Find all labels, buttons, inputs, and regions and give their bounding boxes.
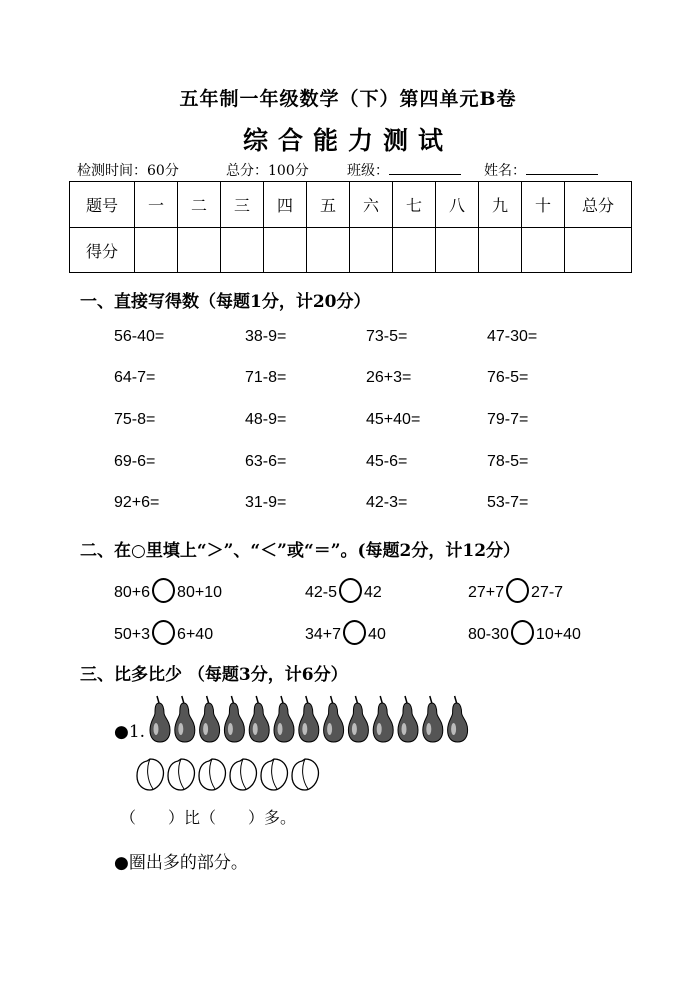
arithmetic-item: 71-8= <box>245 369 287 386</box>
compare-right: 40 <box>368 626 386 643</box>
arithmetic-item: 31-9= <box>245 494 287 511</box>
compare-left: 50+3 <box>114 626 151 643</box>
score-cell[interactable] <box>436 228 479 273</box>
compare-item <box>305 620 386 645</box>
compare-item <box>468 578 563 603</box>
arithmetic-item: 42-3= <box>366 494 408 511</box>
arithmetic-item: 79-7= <box>487 411 529 428</box>
compare-sentence: （ ）比（ ）多。 <box>120 808 297 827</box>
compare-left: 34+7 <box>305 626 342 643</box>
compare-right: 42 <box>364 584 382 601</box>
pear-icon <box>150 696 170 742</box>
compare-left: 27+7 <box>468 584 505 601</box>
pear-icon <box>373 696 393 742</box>
pear-icon <box>224 696 244 742</box>
score-table-col: 一 <box>135 182 178 228</box>
pear-icon <box>398 696 418 742</box>
arithmetic-item: 63-6= <box>245 453 287 470</box>
page-subtitle: 综合能力测试 <box>242 126 453 155</box>
pear-row <box>148 695 478 745</box>
pear-icon <box>175 696 195 742</box>
score-table-col: 四 <box>264 182 307 228</box>
score-table-row-label: 题号 <box>70 182 135 228</box>
exam-time: 检测时间：60分 <box>77 163 179 179</box>
section3-title: 三、比多比少 （每题3分，计6分） <box>80 665 348 685</box>
score-table-col: 三 <box>221 182 264 228</box>
compare-left: 80-30 <box>468 626 509 643</box>
score-table-row-label: 得分 <box>70 228 135 273</box>
bullet-icon: ● <box>114 722 129 742</box>
peach-icon <box>199 759 225 790</box>
pear-icon <box>348 696 368 742</box>
score-table-col-total: 总分 <box>565 182 632 228</box>
question-1 <box>114 722 145 742</box>
class-blank[interactable] <box>389 160 461 175</box>
question-2 <box>114 848 248 873</box>
page-title: 五年制一年级数学（下）第四单元B卷 <box>179 88 517 110</box>
answer-circle[interactable] <box>343 620 366 645</box>
score-cell[interactable] <box>522 228 565 273</box>
pear-icon <box>299 696 319 742</box>
compare-left: 80+6 <box>114 584 151 601</box>
question-2-instruction: 圈出多的部分。 <box>128 853 248 873</box>
pear-icon <box>249 696 269 742</box>
answer-circle[interactable] <box>152 620 175 645</box>
peach-icon <box>168 759 194 790</box>
name-blank[interactable] <box>526 160 598 175</box>
arithmetic-item: 78-5= <box>487 453 529 470</box>
class-label: 班级： <box>347 163 389 179</box>
bullet-icon: ● <box>114 853 129 873</box>
score-cell[interactable] <box>221 228 264 273</box>
score-table-col: 九 <box>479 182 522 228</box>
score-cell-total[interactable] <box>565 228 632 273</box>
score-table-col: 六 <box>350 182 393 228</box>
compare-item <box>114 620 213 645</box>
pear-icon <box>274 696 294 742</box>
compare-left: 42-5 <box>305 584 338 601</box>
answer-circle[interactable] <box>339 578 362 603</box>
question-number: 1. <box>128 722 146 742</box>
answer-circle[interactable] <box>506 578 529 603</box>
pear-icon <box>448 696 468 742</box>
arithmetic-item: 73-5= <box>366 328 408 345</box>
pear-icon <box>423 696 443 742</box>
pear-icon <box>200 696 220 742</box>
compare-right: 10+40 <box>535 626 581 643</box>
score-cell[interactable] <box>307 228 350 273</box>
section1-title: 一、直接写得数（每题1分，计20分） <box>80 292 371 312</box>
peach-icon <box>261 759 287 790</box>
compare-item <box>114 578 222 603</box>
arithmetic-item: 64-7= <box>114 369 156 386</box>
exam-total-score: 总分：100分 <box>226 163 309 179</box>
score-table-col: 十 <box>522 182 565 228</box>
score-cell[interactable] <box>135 228 178 273</box>
peach-icon <box>137 759 163 790</box>
arithmetic-item: 56-40= <box>114 328 165 345</box>
name-label: 姓名： <box>484 163 526 179</box>
answer-circle[interactable] <box>511 620 534 645</box>
score-cell[interactable] <box>479 228 522 273</box>
compare-right: 80+10 <box>177 584 222 601</box>
score-cell[interactable] <box>350 228 393 273</box>
compare-right: 27-7 <box>531 584 564 601</box>
compare-right: 6+40 <box>177 626 214 643</box>
score-table-col: 八 <box>436 182 479 228</box>
arithmetic-item: 45-6= <box>366 453 408 470</box>
arithmetic-item: 38-9= <box>245 328 287 345</box>
arithmetic-item: 69-6= <box>114 453 156 470</box>
name-field <box>484 160 598 180</box>
class-field <box>347 160 461 180</box>
compare-item <box>468 620 581 645</box>
arithmetic-item: 47-30= <box>487 328 538 345</box>
arithmetic-item: 48-9= <box>245 411 287 428</box>
arithmetic-item: 26+3= <box>366 369 412 386</box>
score-cell[interactable] <box>178 228 221 273</box>
score-table-score-row <box>70 228 632 273</box>
score-table-col: 五 <box>307 182 350 228</box>
arithmetic-item: 75-8= <box>114 411 156 428</box>
score-table-col: 二 <box>178 182 221 228</box>
score-cell[interactable] <box>393 228 436 273</box>
arithmetic-item: 53-7= <box>487 494 529 511</box>
section2-title: 二、在○里填上“＞”、“＜”或“＝”。(每题2分，计12分） <box>80 541 521 561</box>
pear-icon <box>324 696 344 742</box>
peach-icon <box>292 759 318 790</box>
arithmetic-item: 76-5= <box>487 369 529 386</box>
arithmetic-item: 92+6= <box>114 494 160 511</box>
compare-item <box>305 578 382 603</box>
arithmetic-item: 45+40= <box>366 411 421 428</box>
score-cell[interactable] <box>264 228 307 273</box>
peach-row <box>135 756 335 792</box>
peach-icon <box>230 759 256 790</box>
answer-circle[interactable] <box>152 578 175 603</box>
score-table-header-row <box>70 182 632 228</box>
score-table-col: 七 <box>393 182 436 228</box>
score-table <box>69 181 632 273</box>
